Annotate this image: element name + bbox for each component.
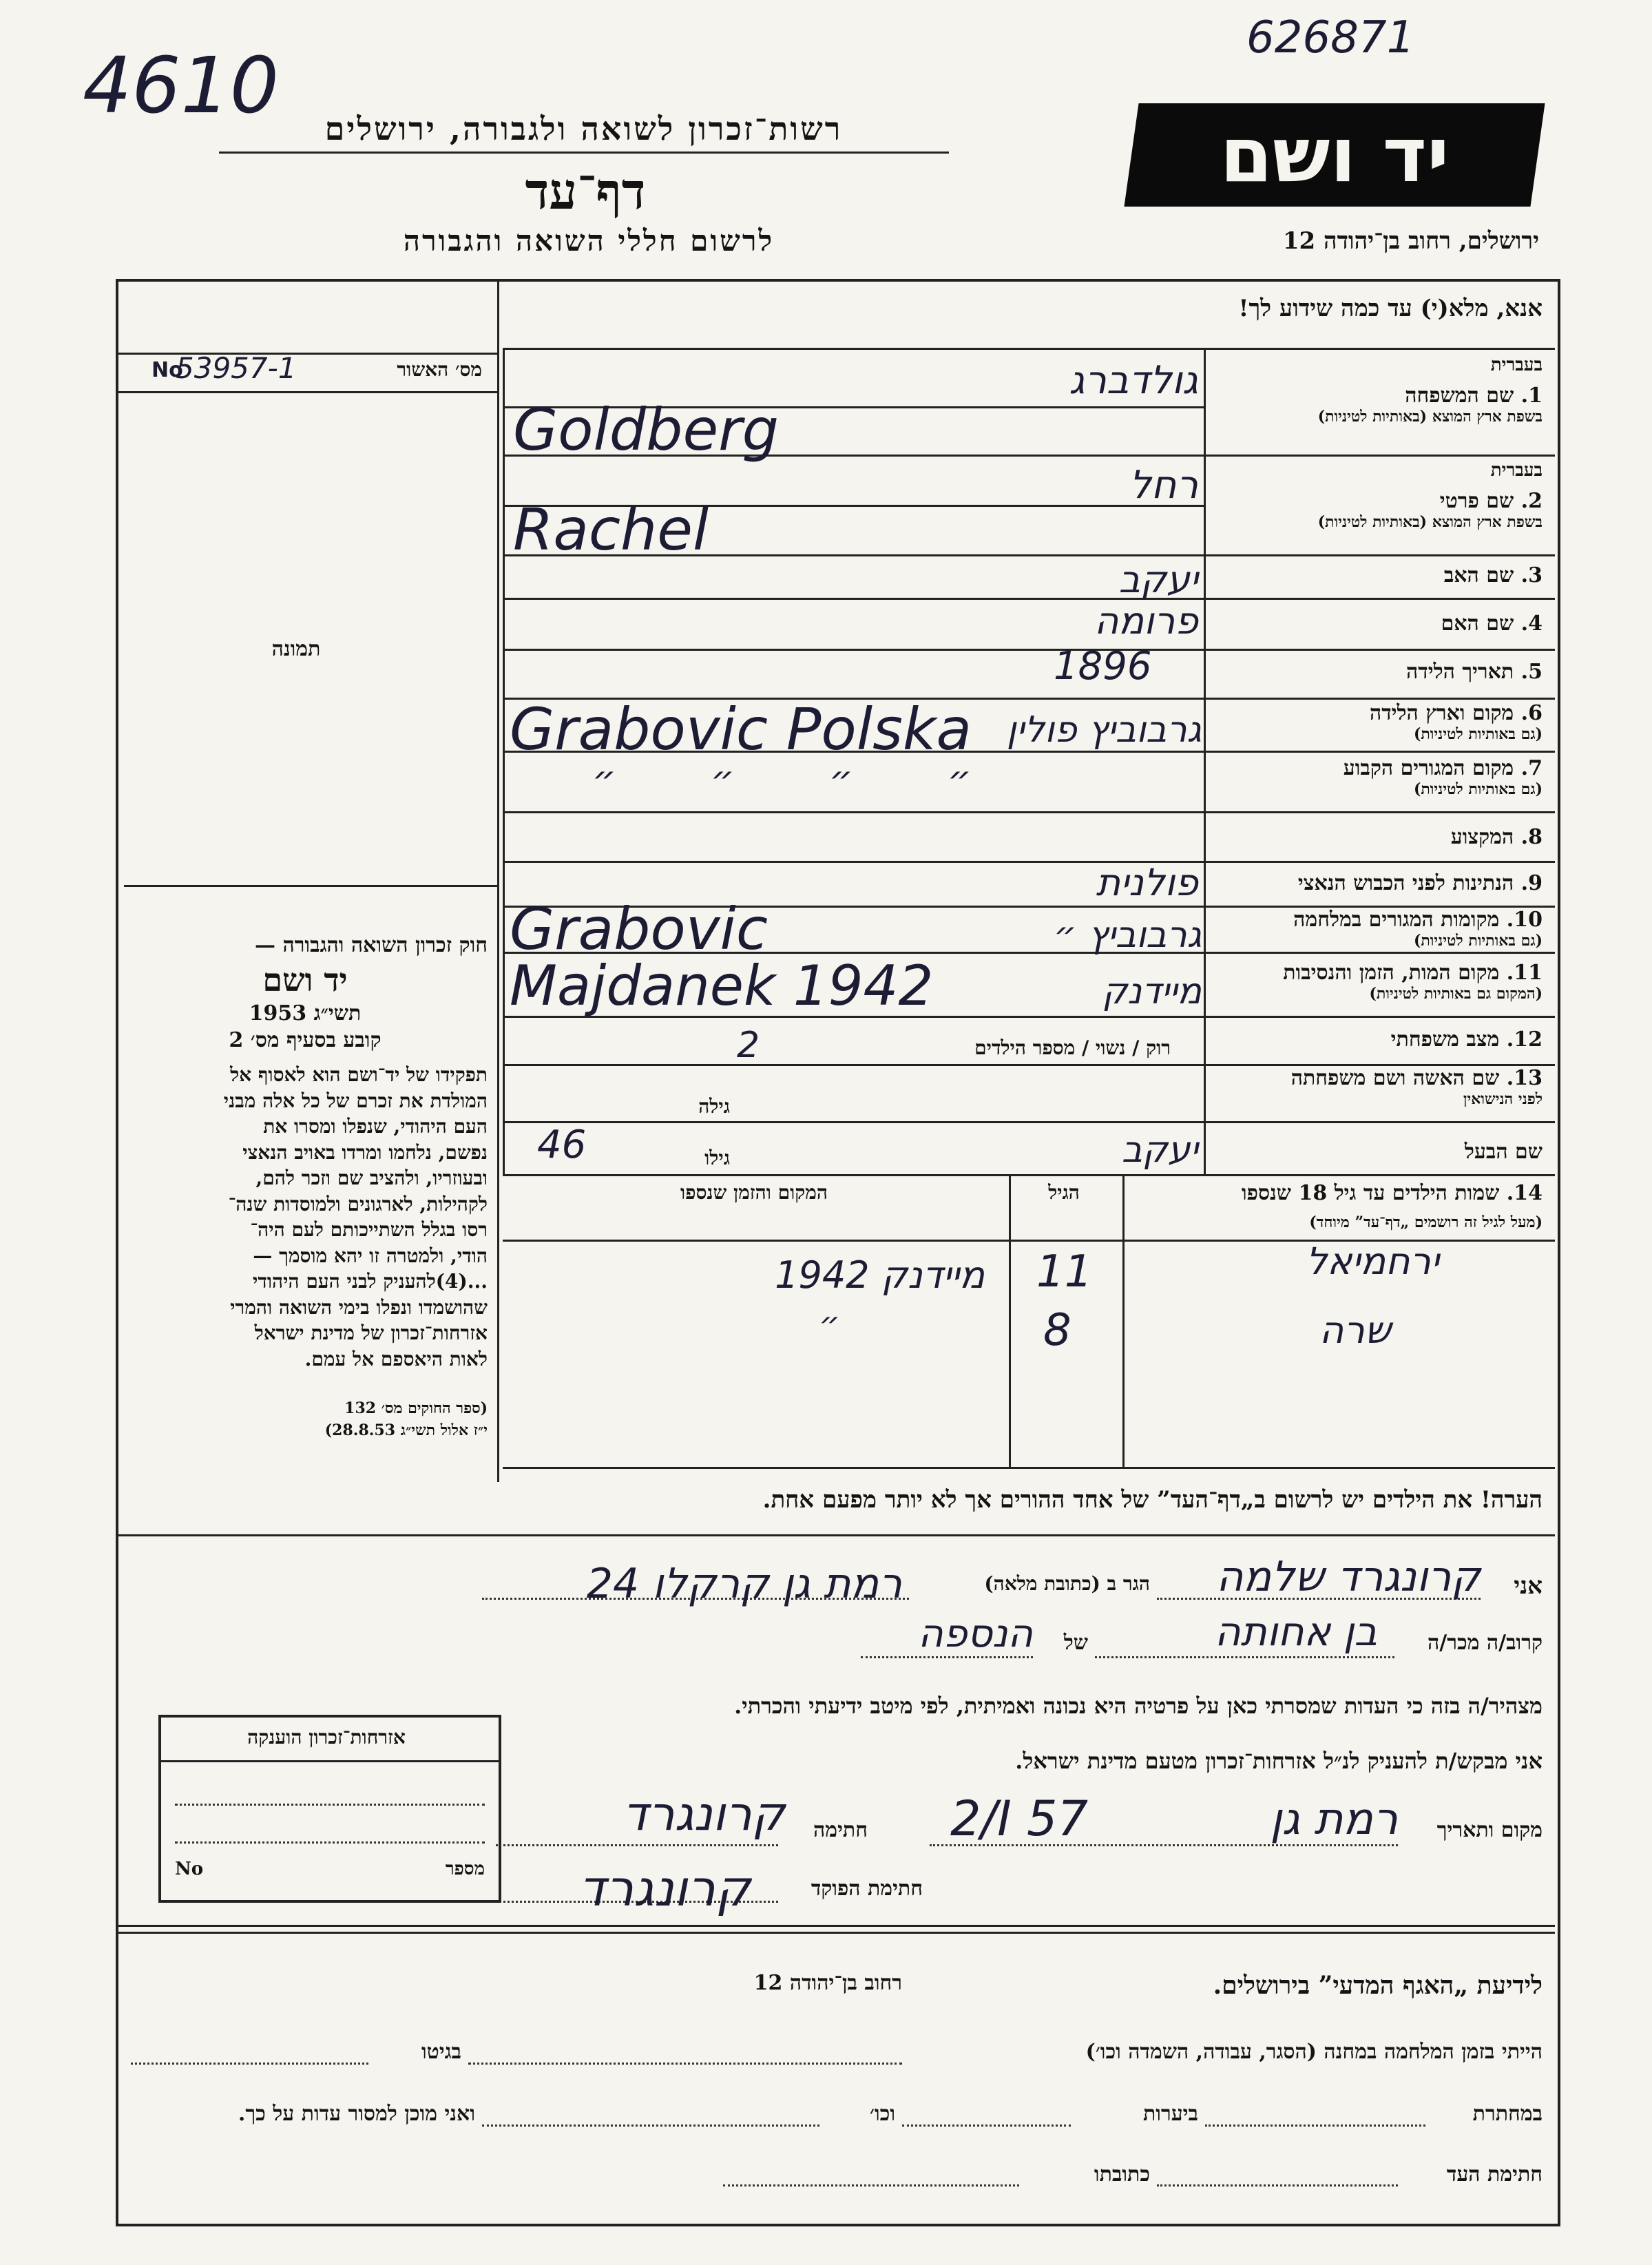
hw-child2-name: שרה (1319, 1308, 1391, 1352)
reg-no-value: 53957-1 (176, 351, 297, 385)
children-sub: (מעל לגיל זה רושמים „דף־עד” מיוחד) (1309, 1213, 1543, 1231)
info-forests-label: ביערות (1142, 2102, 1198, 2126)
declaration-text: מצהיר/ה בזה כי העדות שמסרתי כאן על פרטיה היא נכונה ואמיתית, לפי מיטב ידיעתי והכרתי. (734, 1693, 1543, 1719)
hw-firstname-latin: Rachel (513, 496, 709, 563)
request-text: אני מבקש/ת להעניק לנ״ל אזרחות־זכרון מטעם מדינת ישראל. (1015, 1748, 1543, 1774)
age-label-wife: גילה (698, 1095, 730, 1118)
children-col-place: המקום והזמן שנספו (680, 1181, 828, 1204)
hw-husband-name: יעקב (1121, 1129, 1198, 1171)
hw-child2-place: ״ (819, 1305, 840, 1344)
form-subtitle: לרשום חללי השואה והגבורה (403, 224, 775, 258)
handwritten-file-number: 4610 (83, 41, 280, 131)
field-12-marital-status: 12. מצב משפחתי (1390, 1027, 1543, 1052)
children-label: 14. שמות הילדים עד גיל 18 שנספו (1241, 1181, 1543, 1205)
law-box (123, 933, 488, 1439)
intro-text: אנא, מלא(י) עד כמה שידוע לך! (1238, 295, 1543, 322)
info-address: רחוב בן־יהודה 12 (753, 1971, 902, 1995)
citizenship-box (158, 1715, 501, 1903)
hw-relation: בן אחותה (1214, 1608, 1377, 1655)
note-text: הערה! את הילדים יש לרשום ב„דף־העד” של אחד ההורים אך לא יותר מפעם אחת. (762, 1486, 1543, 1514)
info-ghetto-label: בגיטו (421, 2040, 461, 2064)
info-etc-label: וכו׳ (870, 2102, 895, 2126)
law-yad-vashem: יד ושם (262, 961, 348, 999)
field-1-surname: בעברית 1. שם המשפחה בשפת ארץ המוצא (באותיות לטיניות) (1317, 355, 1543, 426)
hw-death-latin: Majdanek 1942 (510, 954, 934, 1018)
reg-no-label: מס׳ האשור (397, 358, 482, 381)
witness-label-ani: אני (1514, 1572, 1543, 1600)
witness-label-relation: קרוב/ה מכר/ה (1428, 1631, 1543, 1655)
reg-no-prefix: No (151, 358, 183, 382)
hw-child1-age: 11 (1036, 1246, 1093, 1297)
hw-child1-name: ירחמיאל (1306, 1240, 1439, 1283)
hw-birth-place-hebrew: גרבוביץ פולין (1006, 709, 1202, 751)
hw-child2-age: 8 (1043, 1305, 1071, 1356)
hw-witness-address: רמת גן קרקלו 24 (586, 1560, 902, 1608)
archive-number: 626871 (1246, 12, 1415, 63)
hw-surname-latin: Goldberg (513, 396, 779, 463)
law-year: תשי״ג 1953 (249, 1001, 362, 1025)
hw-date: 2/I 57 (950, 1791, 1089, 1847)
place-date-label: מקום ותאריך (1436, 1818, 1543, 1842)
institute-name: רשות־זכרון לשואה ולגבורה, ירושלים (324, 110, 843, 147)
field-7-residence: 7. מקום המגורים הקבוע (גם באותיות לטיניות) (1343, 756, 1543, 798)
law-body: תפקידו של יד־ושם הוא לאסוף אל המולדת את זכרם של כל אלה מבני העם היהודי, שנפלו ומסרו את נפשם, נלחמו ומרדו באויב הנאצי ובעוזריו, ולהציב שם וזכר להם, לקהילות, לארגונים ולמוסדות שנה־ רסו בגלל השתייכותם לעם היה־ הודי, ולמטרה זו יהא מוסמך — ...(4)להעניק לבני העם היהודי שהושמדו ונפלו בימי השואה והמרי אזרחות־זכרון של מדינת ישראל לאות היאספם אל עמם. (223, 1063, 488, 1370)
hw-firstname-hebrew: רחל (1129, 463, 1198, 508)
info-camp-text: הייתי בזמן המלחמה במחנה (הסגר, עבודה, השמדה וכו׳) (1085, 2040, 1543, 2064)
hw-death-hebrew: מיידנק (1102, 971, 1202, 1012)
info-underground-label: במחתרת (1472, 2102, 1543, 2126)
field-3-father: 3. שם האב (1443, 563, 1543, 587)
hw-signature-1: קרונגרד (623, 1787, 785, 1841)
info-address-label: כתובתו (1094, 2162, 1150, 2186)
hw-mother-name: פרומה (1094, 599, 1198, 643)
hw-child1-place: מיידנק 1942 (775, 1253, 985, 1297)
children-col-age: הגיל (1048, 1181, 1080, 1204)
hw-place: רמת גן (1270, 1794, 1398, 1845)
official-signature-label: חתימת הפוקד (811, 1877, 923, 1901)
field-2-first-name: בעברית 2. שם פרטי בשפת ארץ המוצא (באותיות לטיניות) (1317, 460, 1543, 531)
hw-children-count: 2 (737, 1025, 760, 1066)
hw-nationality: פולנית (1096, 861, 1198, 904)
hw-signature-2: קרונגרד (578, 1859, 751, 1917)
marital-options: רוק / נשוי / מספר הילדים (974, 1036, 1171, 1059)
hw-age: 46 (537, 1123, 587, 1167)
hw-birth-year: 1896 (1054, 644, 1152, 689)
form-title: דף־עד (525, 162, 646, 220)
law-footnote-2: י״ז אלול תשי״ג 28.8.53) (324, 1421, 488, 1439)
field-husband-name: שם הבעל (1464, 1140, 1543, 1164)
field-10-wartime-residence: 10. מקומות המגורים במלחמה (גם באותיות לטיניות) (1293, 908, 1543, 950)
field-13-wife-maiden-name: 13. שם האשה ושם משפחתה לפני הנישואין (1290, 1066, 1543, 1108)
law-clause: קובע בסעיף מס׳ 2 (229, 1028, 381, 1052)
field-6-birth-place: 6. מקום וארץ הלידה (גם באותיות לטיניות) (1369, 701, 1543, 743)
law-footnote-1: (ספר החוקים מס׳ 132 (344, 1399, 488, 1417)
hw-wartime-latin: Grabovic (510, 895, 769, 963)
address: ירושלים, רחוב בן־יהודה 12 (1282, 227, 1539, 255)
hw-relation-of: הנספה (918, 1611, 1033, 1656)
yad-vashem-logo: יד ושם (1124, 103, 1545, 207)
witness-label-of: של (1063, 1631, 1088, 1655)
hw-wartime-hebrew: גרבוביץ ״ (1054, 915, 1202, 956)
citizenship-number-label: מספר (445, 1859, 485, 1879)
hw-residence-ditto: ״ ״ ״ ״ (592, 758, 1013, 801)
hw-birth-place-latin: Grabovic Polska (510, 696, 972, 763)
signature-label: חתימה (813, 1818, 868, 1842)
field-9-nationality: 9. הנתינות לפני הכבוש הנאצי (1297, 871, 1543, 895)
photo-label: תמונה (271, 637, 321, 661)
witness-label-address: הגר ב (כתובת מלאה) (984, 1572, 1150, 1595)
info-witness-signature-label: חתימת העד (1446, 2162, 1543, 2186)
field-4-mother: 4. שם האם (1441, 612, 1543, 636)
hw-father-name: יעקב (1118, 558, 1198, 601)
field-11-death-place: 11. מקום המות, הזמן והנסיבות (המקום גם באותיות לטיניות) (1283, 961, 1543, 1003)
age-label-husband: גילו (704, 1147, 730, 1169)
citizenship-number-prefix: No (175, 1859, 204, 1879)
citizenship-title: אזרחות־זכרון הוענקה (247, 1726, 406, 1749)
hw-surname-hebrew: גולדברג (1069, 358, 1198, 403)
info-ready-text: ואני מוכן למסור עדות על כך. (238, 2102, 475, 2126)
hw-witness-name: קרונגרד שלמה (1216, 1553, 1481, 1601)
field-8-occupation: 8. המקצוע (1450, 825, 1543, 849)
field-5-birth-date: 5. תאריך הלידה (1406, 660, 1543, 684)
info-title: לידיעת „האגף המדעי” בירושלים. (1213, 1971, 1543, 2000)
law-title: חוק זכרון השואה והגבורה — (255, 933, 488, 957)
